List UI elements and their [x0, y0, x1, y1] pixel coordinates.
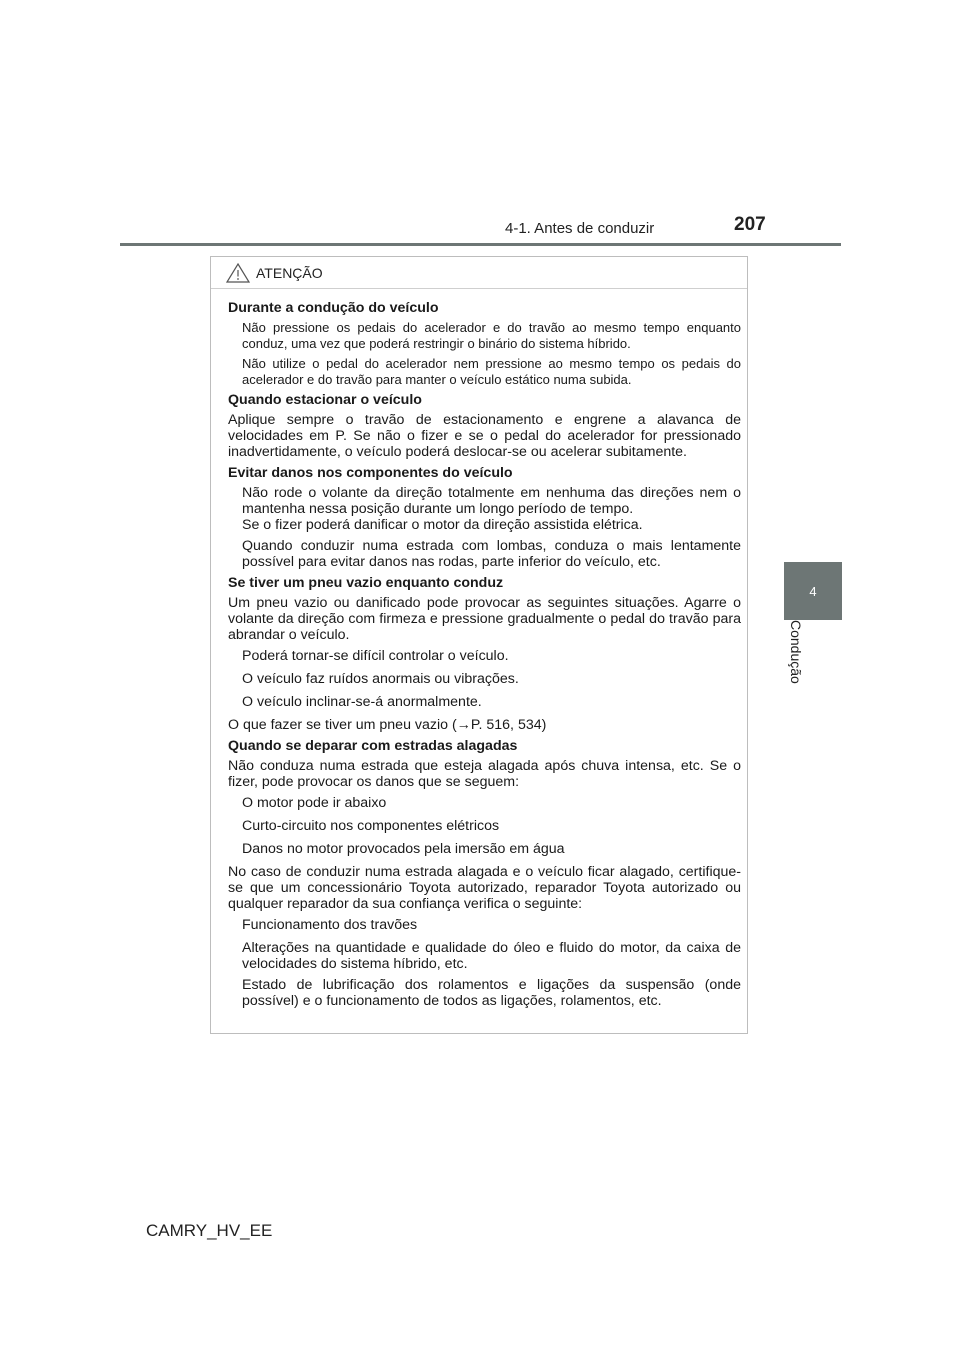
paragraph: No caso de conduzir numa estrada alagada e o veículo ficar alagado, certifique-se que um concessionário Toyota autorizado, reparador Toyota autorizado ou qualquer reparador da sua confiança verifica o seguinte:: [228, 864, 741, 912]
list-item: O veículo inclinar-se-á anormalmente.: [242, 694, 482, 710]
warning-triangle-icon: [226, 263, 250, 283]
list-item: Quando conduzir numa estrada com lombas, conduza o mais lentamente possível para evitar danos nas rodas, parte inferior do veículo, etc.: [242, 538, 741, 570]
paragraph: Aplique sempre o travão de estacionamento e engrene a alavanca de velocidades em P. Se não o fizer e se o pedal do acelerador for pressionado inadvertidamente, o veículo poderá deslocar-se ou acelerar subitamente.: [228, 412, 741, 460]
list-item: Não rode o volante da direção totalmente em nenhuma das direções nem o mantenha nessa posição durante um longo período de tempo.: [242, 485, 741, 517]
paragraph: Um pneu vazio ou danificado pode provocar as seguintes situações. Agarre o volante da direção com firmeza e pressione gradualmente o pedal do travão para abrandar o veículo.: [228, 595, 741, 643]
header-divider: [120, 243, 841, 246]
chapter-label: Condução: [788, 620, 804, 684]
list-item: Funcionamento dos travões: [242, 917, 418, 933]
page-reference: O que fazer se tiver um pneu vazio (→P. 516, 534): [228, 717, 547, 733]
warning-title: ATENÇÃO: [256, 264, 323, 281]
section-heading: Quando estacionar o veículo: [228, 392, 422, 408]
section-heading: Quando se deparar com estradas alagadas: [228, 738, 518, 754]
section-heading: Durante a condução do veículo: [228, 300, 439, 316]
list-item: Alterações na quantidade e qualidade do óleo e fluido do motor, da caixa de velocidades do sistema híbrido, etc.: [242, 940, 741, 972]
list-item: Não pressione os pedais do acelerador e do travão ao mesmo tempo enquanto conduz, uma vez que poderá restringir o binário do sistema híbrido.: [242, 320, 741, 351]
list-item: Curto-circuito nos componentes elétricos: [242, 818, 500, 834]
page-number: 207: [734, 214, 766, 235]
list-item: Não utilize o pedal do acelerador nem pressione ao mesmo tempo os pedais do acelerador e do travão para manter o veículo estático numa subida.: [242, 356, 741, 387]
chapter-number: 4: [809, 583, 817, 599]
warning-body: [211, 289, 747, 1009]
list-item: Poderá tornar-se difícil controlar o veículo.: [242, 648, 509, 664]
section-heading: Se tiver um pneu vazio enquanto conduz: [228, 575, 504, 591]
chapter-tab: [784, 562, 842, 620]
list-item: O veículo faz ruídos anormais ou vibrações.: [242, 671, 519, 687]
list-item: Danos no motor provocados pela imersão em água: [242, 841, 565, 857]
list-item: O motor pode ir abaixo: [242, 795, 387, 811]
section-title: 4-1. Antes de conduzir: [505, 220, 655, 237]
document-code: CAMRY_HV_EE: [146, 1221, 273, 1240]
paragraph: Não conduza numa estrada que esteja alagada após chuva intensa, etc. Se o fizer, pode provocar os danos que se seguem:: [228, 758, 741, 790]
list-item-continuation: Se o fizer poderá danificar o motor da direção assistida elétrica.: [242, 517, 643, 533]
list-item: Estado de lubrificação dos rolamentos e ligações da suspensão (onde possível) e o funcionamento de todos as ligações, rolamentos, etc.: [242, 977, 741, 1009]
section-heading: Evitar danos nos componentes do veículo: [228, 465, 513, 481]
warning-header: [211, 257, 747, 289]
warning-box: [210, 256, 748, 1034]
